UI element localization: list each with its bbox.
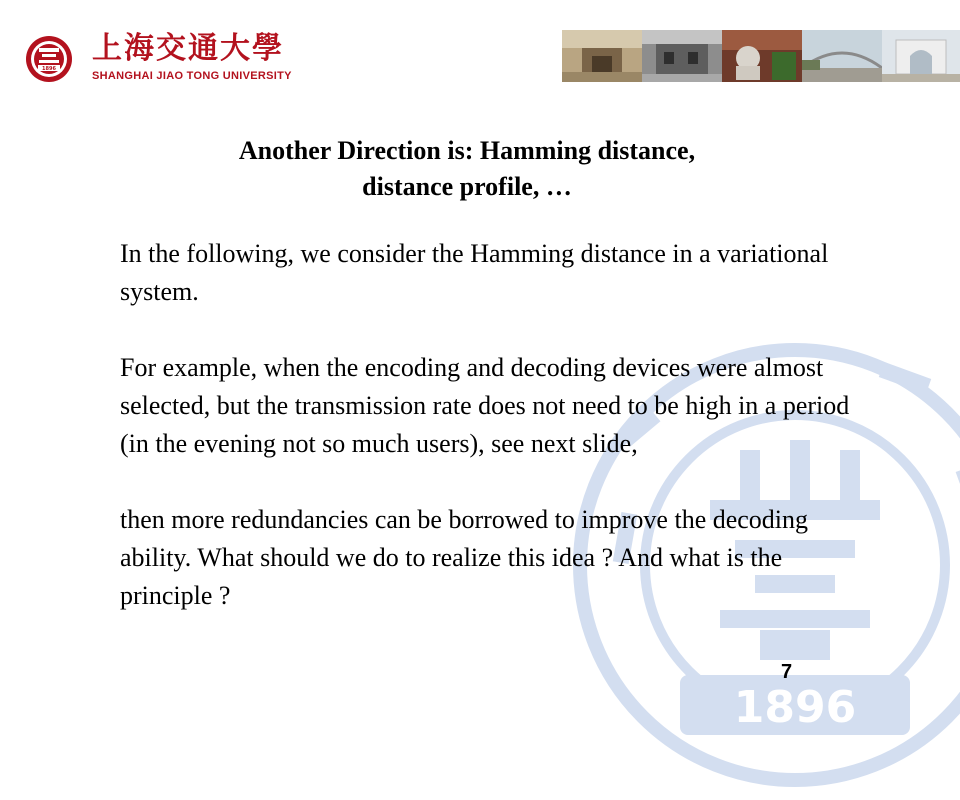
library-photo [642, 30, 722, 82]
university-name-english: SHANGHAI JIAO TONG UNIVERSITY [92, 70, 292, 82]
lion-statue-photo [722, 30, 802, 82]
slide-header [0, 0, 960, 100]
university-logo-icon [24, 34, 74, 84]
university-name-chinese: 上海交通大學 [92, 31, 284, 66]
paragraph-spacer [120, 311, 860, 349]
paragraph-spacer [120, 463, 860, 501]
bridge-photo [802, 30, 882, 82]
slide-title [0, 133, 934, 205]
arch-gate-photo [882, 30, 960, 82]
logo-seal-year: 1896 [42, 66, 56, 72]
watermark-year: 1896 [733, 682, 857, 733]
body-paragraph-3: then more redundancies can be borrowed to improve the decoding ability. What should we do to realize this idea ? And what is the principle ? [120, 505, 809, 610]
slide-body [120, 235, 860, 615]
slide-title-line2: distance profile, … [362, 172, 572, 201]
slide-title-line1: Another Direction is: Hamming distance, [238, 136, 696, 165]
campus-gate-photo [562, 30, 642, 82]
page-number: 7 [781, 661, 793, 683]
body-paragraph-2: For example, when the encoding and decoding devices were almost selected, but the transmission rate does not need to be high in a period (in the evening not so much users), see next slide, [120, 353, 850, 458]
campus-photo-strip [562, 30, 960, 82]
body-paragraph-1: In the following, we consider the Hamming distance in a variational system. [120, 239, 829, 306]
